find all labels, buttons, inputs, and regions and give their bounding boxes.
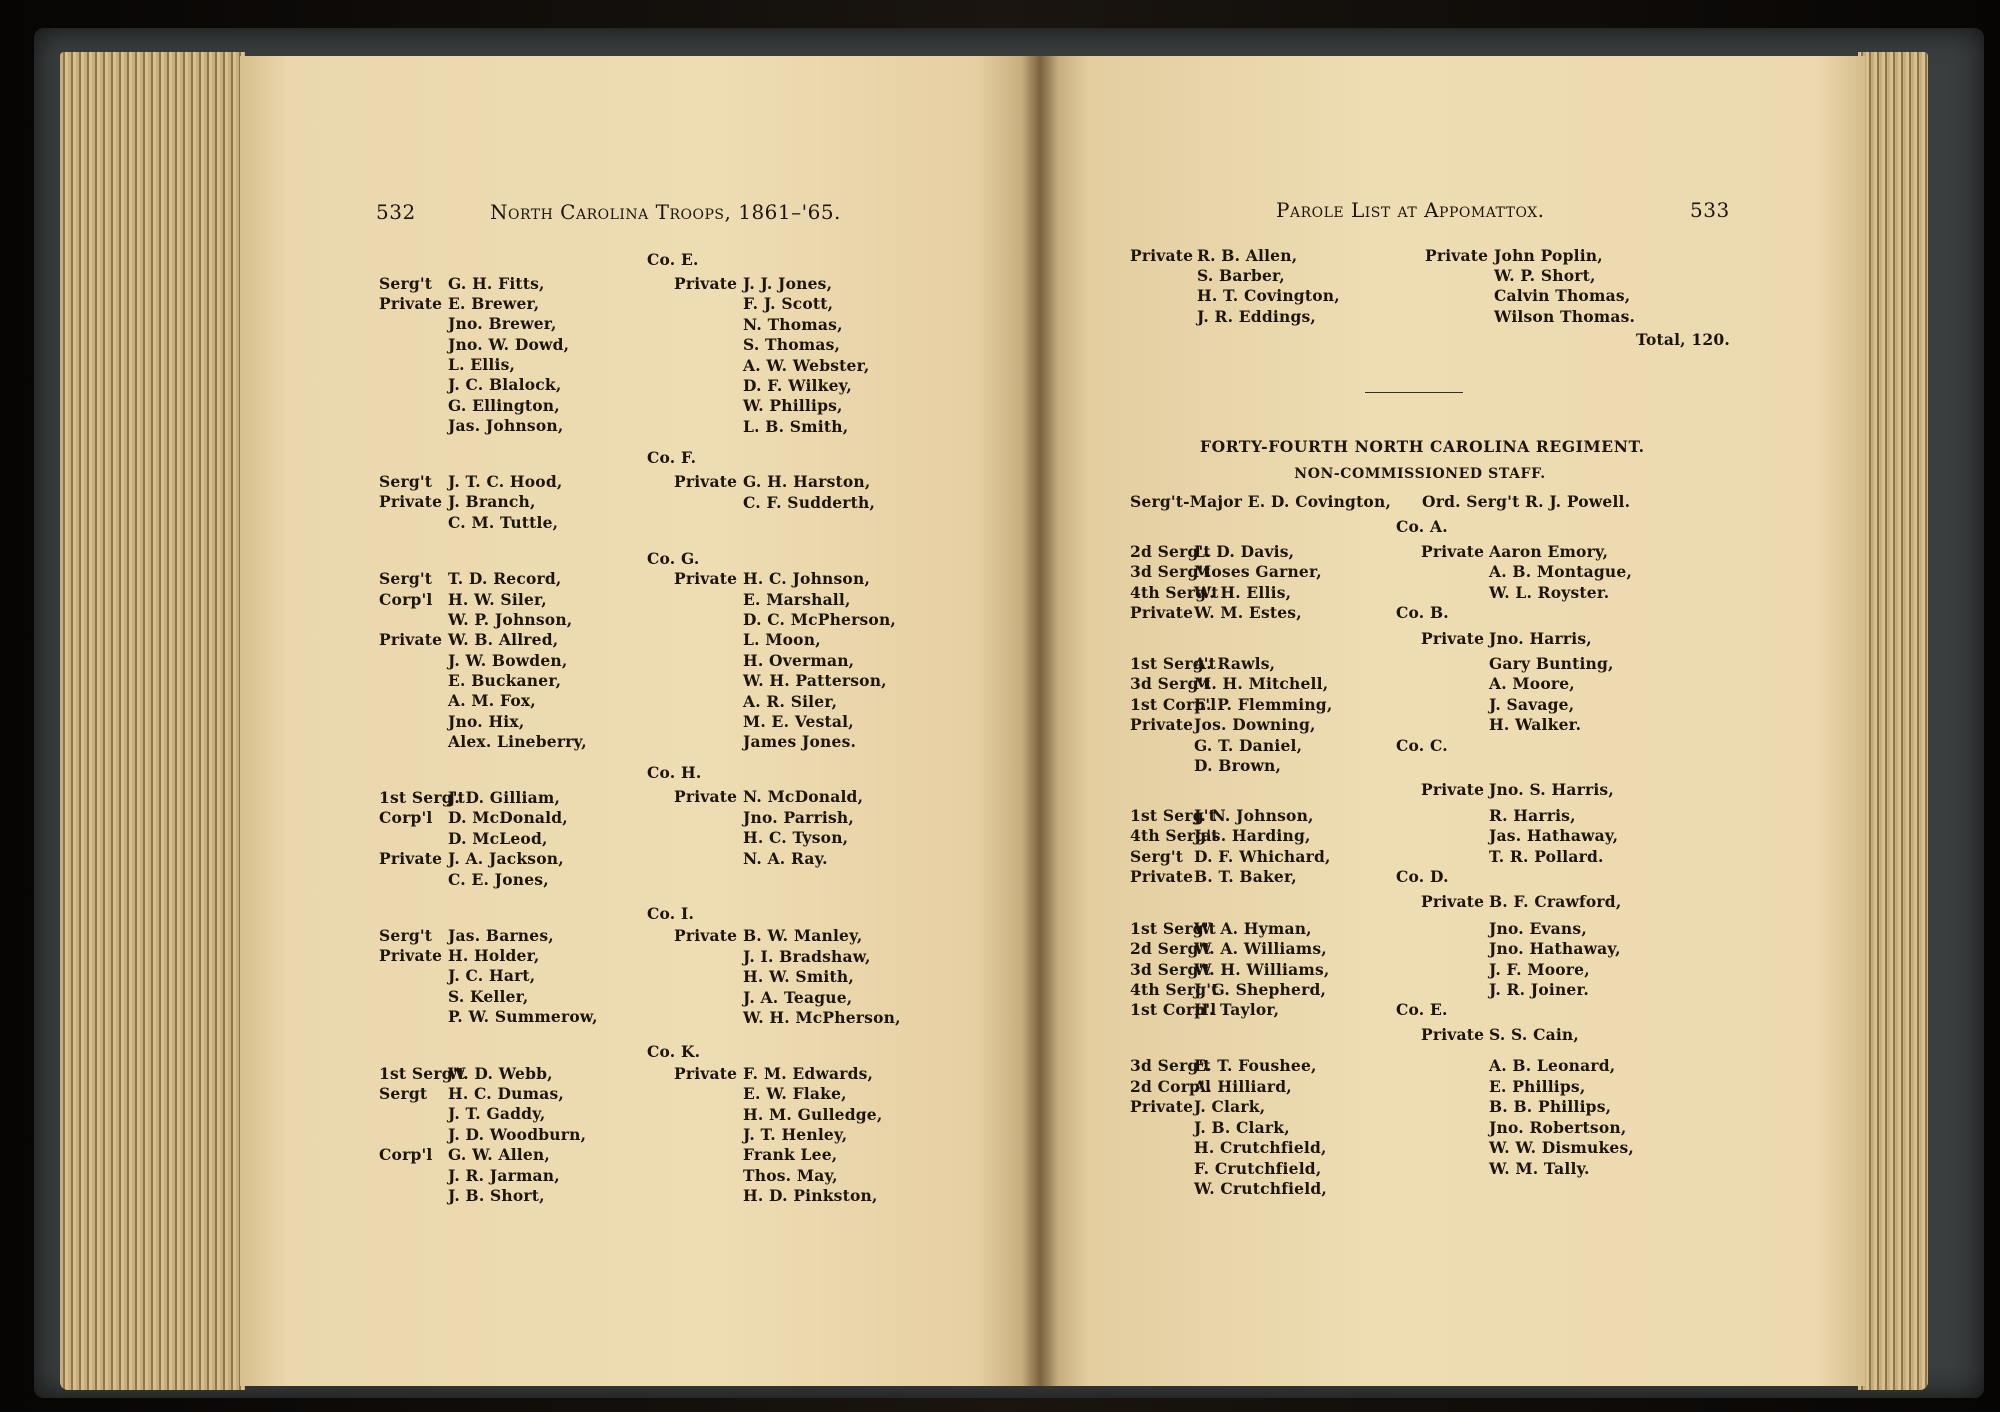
right-top-col2-name: John Poplin,: [1494, 246, 1603, 265]
left-col1-name: G. W. Allen,: [448, 1145, 550, 1164]
left-col1-name: Jas. Barnes,: [448, 926, 554, 945]
left-col2-name: J. J. Jones,: [743, 274, 833, 293]
right-col1-name: W. A. Williams,: [1194, 939, 1327, 958]
left-col1-rank: 1st Serg't: [379, 788, 466, 807]
left-col2-company-heading: Co. E.: [647, 250, 699, 269]
left-col1-name: J. R. Jarman,: [448, 1166, 560, 1185]
right-col2-name: A. Moore,: [1489, 674, 1575, 693]
left-col2-name: J. T. Henley,: [743, 1125, 848, 1144]
left-col1-rank: Serg't: [379, 569, 433, 588]
left-col2-name: W. H. McPherson,: [743, 1008, 901, 1027]
right-top-col2-name: Calvin Thomas,: [1494, 286, 1631, 305]
right-col2-name: Jno. Harris,: [1489, 629, 1592, 648]
left-col2-rank: Private: [674, 274, 738, 293]
left-col2-name: B. W. Manley,: [743, 926, 863, 945]
right-col2-name: H. Walker.: [1489, 715, 1582, 734]
left-col2-name: Thos. May,: [743, 1166, 838, 1185]
left-col2-name: D. C. McPherson,: [743, 610, 897, 629]
left-col1-rank: Private: [379, 630, 443, 649]
right-col2-company-heading: Co. D.: [1396, 867, 1449, 886]
right-col2-name: E. Phillips,: [1489, 1077, 1586, 1096]
left-col1-name: H. C. Dumas,: [448, 1084, 564, 1103]
left-col2-name: J. A. Teague,: [743, 988, 853, 1007]
right-col1-name: W. H. Williams,: [1194, 960, 1330, 979]
right-col2-company-heading: Co. C.: [1396, 736, 1448, 755]
right-col1-rank: 1st Serg't: [1130, 806, 1217, 825]
left-col1-name: T. D. Record,: [448, 569, 562, 588]
right-top-col2-name: Wilson Thomas.: [1494, 307, 1636, 326]
left-col2-name: W. Phillips,: [743, 396, 843, 415]
left-col2-name: H. M. Gulledge,: [743, 1105, 883, 1124]
right-col1-rank: 1st Serg't: [1130, 919, 1217, 938]
right-col2-name: W. L. Royster.: [1489, 583, 1610, 602]
right-col1-name: H. Taylor,: [1194, 1000, 1280, 1019]
right-col1-name: W. Crutchfield,: [1194, 1179, 1327, 1198]
left-col1-name: Jno. W. Dowd,: [448, 335, 570, 354]
left-col1-rank: Corp'l: [379, 808, 433, 827]
left-col2-name: Frank Lee,: [743, 1145, 838, 1164]
left-col1-name: W. B. Allred,: [448, 630, 559, 649]
right-col1-rank: Serg't: [1130, 847, 1184, 866]
right-col1-name: J. B. Clark,: [1194, 1118, 1290, 1137]
right-page-edges: [1858, 52, 1928, 1390]
right-col2-name: Jno. Evans,: [1489, 919, 1587, 938]
right-col1-rank: 3d Serg't: [1130, 960, 1211, 979]
left-col1-name: J. T. C. Hood,: [448, 472, 563, 491]
right-col1-name: A. Hilliard,: [1194, 1077, 1292, 1096]
right-col1-name: D. F. Whichard,: [1194, 847, 1331, 866]
right-col2-name: T. R. Pollard.: [1489, 847, 1604, 866]
right-col1-name: J. N. Johnson,: [1194, 806, 1314, 825]
right-col1-rank: 2d Serg't: [1130, 939, 1211, 958]
left-col1-name: J. A. Jackson,: [448, 849, 564, 868]
right-col2-name: A. B. Leonard,: [1489, 1056, 1616, 1075]
left-col1-rank: Serg't: [379, 926, 433, 945]
left-col2-name: G. H. Harston,: [743, 472, 871, 491]
right-col2-name: J. F. Moore,: [1489, 960, 1590, 979]
left-col2-name: E. W. Flake,: [743, 1084, 847, 1103]
right-top-col1-rank: Private: [1130, 246, 1194, 265]
right-col2-name: Gary Bunting,: [1489, 654, 1614, 673]
left-col1-rank: Private: [379, 849, 443, 868]
right-col1-name: A. Rawls,: [1194, 654, 1276, 673]
right-col1-name: J. G. Shepherd,: [1194, 980, 1327, 999]
right-col2-rank: Private: [1421, 629, 1485, 648]
right-col1-rank: 3d Serg't: [1130, 562, 1211, 581]
left-col2-name: L. Moon,: [743, 630, 821, 649]
left-col1-name: H. Holder,: [448, 946, 540, 965]
left-col1-name: Jno. Brewer,: [448, 314, 557, 333]
left-col1-name: J. Branch,: [448, 492, 536, 511]
left-col1-name: Alex. Lineberry,: [448, 732, 587, 751]
right-col2-name: W. W. Dismukes,: [1489, 1138, 1635, 1157]
left-col1-rank: Corp'l: [379, 590, 433, 609]
left-col2-name: H. Overman,: [743, 651, 855, 670]
right-top-col1-name: R. B. Allen,: [1197, 246, 1298, 265]
left-col1-name: L. Ellis,: [448, 355, 516, 374]
left-col1-name: S. Keller,: [448, 987, 529, 1006]
right-col2-rank: Private: [1421, 542, 1485, 561]
right-col1-name: W. M. Estes,: [1194, 603, 1302, 622]
right-top-col1-name: H. T. Covington,: [1197, 286, 1340, 305]
left-col1-name: E. Brewer,: [448, 294, 540, 313]
left-col2-rank: Private: [674, 472, 738, 491]
right-col1-rank: 1st Serg't: [1130, 654, 1217, 673]
left-col1-name: A. M. Fox,: [448, 691, 536, 710]
left-col1-rank: 1st Serg't: [379, 1064, 466, 1083]
left-col1-name: D. McLeod,: [448, 829, 548, 848]
left-col1-name: E. Buckaner,: [448, 671, 562, 690]
right-col1-rank: 4th Serg't: [1130, 583, 1219, 602]
right-col2-company-heading: Co. A.: [1396, 517, 1448, 536]
left-col1-name: W. P. Johnson,: [448, 610, 573, 629]
right-col2-name: B. F. Crawford,: [1489, 892, 1622, 911]
left-col2-name: H. D. Pinkston,: [743, 1186, 878, 1205]
left-col2-name: D. F. Wilkey,: [743, 376, 852, 395]
left-col2-name: E. Marshall,: [743, 590, 851, 609]
left-col2-rank: Private: [674, 569, 738, 588]
right-col1-name: Moses Garner,: [1194, 562, 1322, 581]
left-col2-name: J. I. Bradshaw,: [743, 947, 871, 966]
left-col1-rank: Private: [379, 492, 443, 511]
left-page: [240, 56, 1040, 1386]
right-col1-rank: 2d Corp'l: [1130, 1077, 1212, 1096]
right-col2-name: A. B. Montague,: [1489, 562, 1633, 581]
left-col2-company-heading: Co. F.: [647, 448, 697, 467]
left-col2-name: N. McDonald,: [743, 787, 864, 806]
left-col2-company-heading: Co. G.: [647, 549, 700, 568]
right-col1-name: Jos. Downing,: [1194, 715, 1316, 734]
left-col1-rank: Corp'l: [379, 1145, 433, 1164]
right-col1-rank: 1st Corp'l: [1130, 1000, 1217, 1019]
right-col1-name: D. Brown,: [1194, 756, 1282, 775]
left-col2-rank: Private: [674, 926, 738, 945]
right-col1-name: G. T. Daniel,: [1194, 736, 1303, 755]
left-col1-name: H. W. Siler,: [448, 590, 547, 609]
left-col2-name: F. J. Scott,: [743, 294, 834, 313]
left-page-edges: [60, 52, 245, 1390]
left-col2-name: H. C. Johnson,: [743, 569, 871, 588]
left-col1-name: J. D. Woodburn,: [448, 1125, 587, 1144]
right-col2-name: S. S. Cain,: [1489, 1025, 1580, 1044]
left-col1-name: C. E. Jones,: [448, 870, 549, 889]
right-col2-name: Jno. S. Harris,: [1489, 780, 1614, 799]
right-col1-name: Jas. Harding,: [1194, 826, 1311, 845]
right-top-col1-name: J. R. Eddings,: [1197, 307, 1317, 326]
left-col2-name: A. W. Webster,: [743, 356, 870, 375]
left-col1-name: J. C. Hart,: [448, 966, 536, 985]
right-col1-name: W. H. Ellis,: [1194, 583, 1292, 602]
left-col1-name: D. McDonald,: [448, 808, 568, 827]
left-col2-rank: Private: [674, 1064, 738, 1083]
left-col2-name: Jno. Parrish,: [743, 808, 854, 827]
right-top-col2-name: W. P. Short,: [1494, 266, 1596, 285]
left-col2-name: W. H. Patterson,: [743, 671, 887, 690]
right-col1-name: J. Clark,: [1194, 1097, 1266, 1116]
right-col1-rank: Private: [1130, 867, 1194, 886]
left-col1-name: W. D. Webb,: [448, 1064, 553, 1083]
left-col2-company-heading: Co. H.: [647, 763, 702, 782]
right-col1-name: E. T. Foushee,: [1194, 1056, 1317, 1075]
right-col2-name: Jno. Hathaway,: [1489, 939, 1621, 958]
right-col1-rank: 4th Serg't: [1130, 826, 1219, 845]
left-col1-name: J. B. Short,: [448, 1186, 545, 1205]
right-col2-name: B. B. Phillips,: [1489, 1097, 1612, 1116]
right-top-col2-rank: Private: [1425, 246, 1489, 265]
left-col2-name: H. C. Tyson,: [743, 828, 849, 847]
left-col1-rank: Private: [379, 294, 443, 313]
left-col1-name: J. D. Gilliam,: [448, 788, 561, 807]
total: Total, 120.: [1636, 330, 1730, 349]
book-gutter: [1022, 56, 1058, 1386]
left-col1-name: P. W. Summerow,: [448, 1007, 598, 1026]
left-col1-name: J. W. Bowden,: [448, 651, 568, 670]
right-col1-name: B. T. Baker,: [1194, 867, 1297, 886]
left-col1-name: Jno. Hix,: [448, 712, 525, 731]
right-col2-rank: Private: [1421, 892, 1485, 911]
left-col1-rank: Sergt: [379, 1084, 428, 1103]
staff-right: Ord. Serg't R. J. Powell.: [1422, 492, 1631, 511]
right-col2-company-heading: Co. B.: [1396, 603, 1449, 622]
left-col1-rank: Serg't: [379, 274, 433, 293]
right-top-col1-name: S. Barber,: [1197, 266, 1285, 285]
left-col2-name: L. B. Smith,: [743, 417, 849, 436]
left-col1-name: G. Ellington,: [448, 396, 560, 415]
left-col2-name: M. E. Vestal,: [743, 712, 854, 731]
right-col1-name: L. D. Davis,: [1194, 542, 1295, 561]
regiment-title: FORTY-FOURTH NORTH CAROLINA REGIMENT.: [1200, 437, 1645, 456]
right-col1-name: F. Crutchfield,: [1194, 1159, 1322, 1178]
right-running-head: Parole List at Appomattox.: [1276, 198, 1545, 222]
right-col1-rank: Private: [1130, 603, 1194, 622]
left-col1-name: J. T. Gaddy,: [448, 1104, 546, 1123]
right-col1-rank: 4th Serg't: [1130, 980, 1219, 999]
right-col1-rank: Private: [1130, 715, 1194, 734]
right-col1-rank: 3d Serg't: [1130, 1056, 1211, 1075]
left-col1-name: J. C. Blalock,: [448, 375, 562, 394]
left-col1-rank: Serg't: [379, 472, 433, 491]
right-col2-name: Aaron Emory,: [1489, 542, 1609, 561]
right-col1-rank: 1st Corp'l: [1130, 695, 1217, 714]
staff-left: Serg't-Major E. D. Covington,: [1130, 492, 1392, 511]
right-col2-name: W. M. Tally.: [1489, 1159, 1590, 1178]
left-col1-name: Jas. Johnson,: [448, 416, 564, 435]
right-col1-rank: 2d Serg't: [1130, 542, 1211, 561]
left-col2-company-heading: Co. I.: [647, 904, 695, 923]
left-page-number: 532: [376, 200, 416, 224]
right-col2-name: R. Harris,: [1489, 806, 1576, 825]
right-col1-name: W. A. Hyman,: [1194, 919, 1312, 938]
left-col1-rank: Private: [379, 946, 443, 965]
right-col2-name: Jas. Hathaway,: [1489, 826, 1619, 845]
section-divider: [1365, 392, 1463, 393]
left-col2-name: N. Thomas,: [743, 315, 843, 334]
right-page-number: 533: [1690, 198, 1730, 222]
left-col2-name: N. A. Ray.: [743, 849, 828, 868]
left-col2-rank: Private: [674, 787, 738, 806]
left-col2-name: S. Thomas,: [743, 335, 841, 354]
left-col2-name: F. M. Edwards,: [743, 1064, 874, 1083]
right-col2-company-heading: Co. E.: [1396, 1000, 1448, 1019]
right-col1-name: E. P. Flemming,: [1194, 695, 1333, 714]
right-col1-name: M. H. Mitchell,: [1194, 674, 1329, 693]
left-col2-company-heading: Co. K.: [647, 1042, 701, 1061]
left-col2-name: A. R. Siler,: [743, 692, 838, 711]
left-running-head: North Carolina Troops, 1861–'65.: [490, 200, 841, 224]
left-col2-name: James Jones.: [743, 732, 857, 751]
right-col1-rank: 3d Serg't: [1130, 674, 1211, 693]
left-col2-name: C. F. Sudderth,: [743, 493, 876, 512]
right-col2-rank: Private: [1421, 780, 1485, 799]
right-col2-name: J. Savage,: [1489, 695, 1575, 714]
left-col1-name: G. H. Fitts,: [448, 274, 545, 293]
right-col2-rank: Private: [1421, 1025, 1485, 1044]
left-col1-name: C. M. Tuttle,: [448, 513, 559, 532]
right-col2-name: J. R. Joiner.: [1489, 980, 1590, 999]
right-col1-name: H. Crutchfield,: [1194, 1138, 1327, 1157]
right-col1-rank: Private: [1130, 1097, 1194, 1116]
staff-title: NON-COMMISSIONED STAFF.: [1294, 466, 1546, 482]
left-col2-name: H. W. Smith,: [743, 967, 854, 986]
right-col2-name: Jno. Robertson,: [1489, 1118, 1627, 1137]
